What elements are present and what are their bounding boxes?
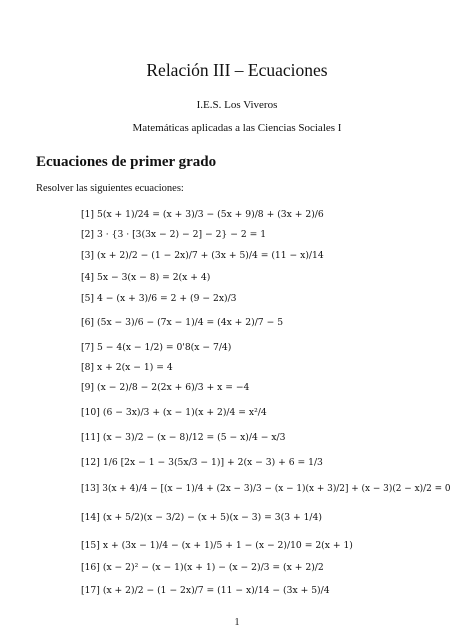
equation-expression: 3 · {3 · [3(3x − 2) − 2] − 2} − 2 = 1 <box>97 228 267 240</box>
equation-expression: 1/6 [2x − 1 − 3(5x/3 − 1)] + 2(x − 3) + 6 = 1/3 <box>102 456 323 468</box>
equation-item <box>81 224 266 244</box>
equation-item <box>81 452 323 472</box>
equation-item <box>81 267 210 287</box>
equation-expression: (x + 5/2)(x − 3/2) − (x + 5)(x − 3) = 3(3 + 1/4) <box>102 511 322 523</box>
equation-number: [3] <box>81 249 95 261</box>
equation-number: [14] <box>81 511 100 523</box>
equation-number: [8] <box>81 361 95 373</box>
equation-item <box>81 507 322 527</box>
equation-item <box>81 427 286 447</box>
equation-number: [5] <box>81 292 95 304</box>
equation-expression: 3(x + 4)/4 − [(x − 1)/4 + (2x − 3)/3 − (x − 1)(x + 3)/2] + (x − 3)(2 − x)/2 = 0 <box>102 484 451 494</box>
equation-expression: 5 − 4(x − 1/2) = 0'8(x − 7/4) <box>97 341 232 353</box>
equation-item <box>81 535 353 555</box>
equation-number: [15] <box>81 539 100 551</box>
equation-item <box>81 580 330 600</box>
equation-number: [17] <box>81 584 100 596</box>
equation-item <box>81 204 324 224</box>
equation-item <box>81 557 324 577</box>
equation-expression: 5x − 3(x − 8) = 2(x + 4) <box>97 271 211 283</box>
instruction-text: Resolver las siguientes ecuaciones: <box>36 183 184 194</box>
equation-expression: (x − 3)/2 − (x − 8)/12 = (5 − x)/4 − x/3 <box>102 431 286 443</box>
equation-expression: 4 − (x + 3)/6 = 2 + (9 − 2x)/3 <box>97 292 237 304</box>
equation-item <box>81 288 237 308</box>
equation-number: [13] <box>81 484 100 494</box>
course-name: Matemáticas aplicadas a las Ciencias Sociales I <box>132 122 342 134</box>
equation-number: [2] <box>81 228 95 240</box>
school-name: I.E.S. Los Viveros <box>196 99 278 111</box>
equation-number: [10] <box>81 406 100 418</box>
equation-item <box>81 479 451 499</box>
equation-expression: (x − 2)/8 − 2(2x + 6)/3 + x = −4 <box>97 381 250 393</box>
equation-item <box>81 312 283 332</box>
section-heading: Ecuaciones de primer grado <box>36 154 217 170</box>
equation-number: [4] <box>81 271 95 283</box>
equation-expression: (6 − 3x)/3 + (x − 1)(x + 2)/4 = x²/4 <box>102 406 267 418</box>
document-title: Relación III – Ecuaciones <box>146 60 328 80</box>
equation-expression: (x − 2)² − (x − 1)(x + 1) − (x − 2)/3 = (x + 2)/2 <box>102 561 324 573</box>
equation-item <box>81 337 231 357</box>
equation-item <box>81 357 173 377</box>
equation-number: [1] <box>81 208 95 220</box>
equation-expression: (x + 2)/2 − (1 − 2x)/7 = (11 − x)/14 − (3x + 5)/4 <box>102 584 330 596</box>
equation-item <box>81 377 249 397</box>
equation-number: [12] <box>81 456 100 468</box>
equation-expression: x + 2(x − 1) = 4 <box>97 361 173 373</box>
page-number: 1 <box>234 617 240 628</box>
equation-number: [11] <box>81 431 100 443</box>
equation-item <box>81 402 267 422</box>
equation-number: [6] <box>81 316 95 328</box>
equation-expression: (x + 2)/2 − (1 − 2x)/7 + (3x + 5)/4 = (11 − x)/14 <box>97 249 324 261</box>
equation-item <box>81 245 324 265</box>
equation-expression: x + (3x − 1)/4 − (x + 1)/5 + 1 − (x − 2)/10 = 2(x + 1) <box>102 539 353 551</box>
equation-number: [7] <box>81 341 95 353</box>
equation-expression: 5(x + 1)/24 = (x + 3)/3 − (5x + 9)/8 + (3x + 2)/6 <box>97 208 324 220</box>
equation-number: [9] <box>81 381 95 393</box>
equation-number: [16] <box>81 561 100 573</box>
equation-expression: (5x − 3)/6 − (7x − 1)/4 = (4x + 2)/7 − 5 <box>97 316 284 328</box>
